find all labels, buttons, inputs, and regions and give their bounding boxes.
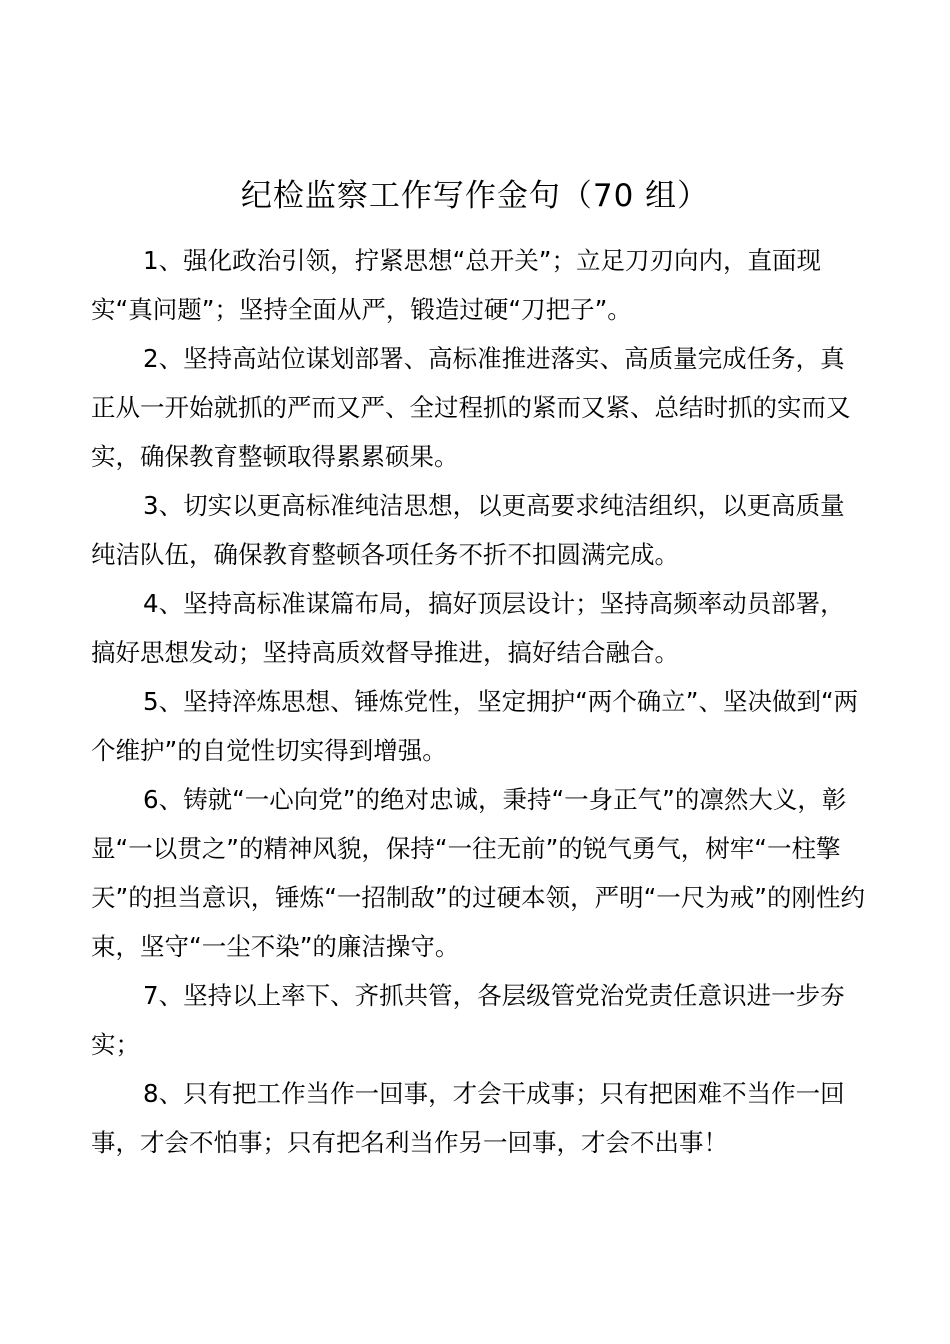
paragraph-7: 7、坚持以上率下、齐抓共管，各层级管党治党责任意识进一步夯实；	[91, 981, 845, 1059]
paragraph-5: 5、坚持淬炼思想、锤炼党性，坚定拥护“两个确立”、坚决做到“两个维护”的自觉性切实得到增强。	[91, 687, 859, 765]
paragraph-3: 3、切实以更高标准纯洁思想，以更高要求纯洁组织，以更高质量纯洁队伍，确保教育整顿各项任务不折不扣圆满完成。	[91, 491, 845, 569]
document-title: 纪检监察工作写作金句（70 组）	[240, 178, 710, 214]
paragraph-8: 8、只有把工作当作一回事，才会干成事；只有把困难不当作一回事，才会不怕事；只有把名利当作另一回事，才会不出事！	[91, 1079, 845, 1157]
paragraph-1: 1、强化政治引领，拧紧思想“总开关”；立足刀刃向内，直面现实“真问题”；坚持全面从严，锻造过硬“刀把子”。	[91, 246, 821, 324]
paragraph-6: 6、铸就“一心向党”的绝对忠诚，秉持“一身正气”的凛然大义，彰显“一以贯之”的精神风貌，保持“一往无前”的锐气勇气，树牢“一柱擎天”的担当意识，锤炼“一招制敌”的过硬本领，严明“一尺为戒”的刚性约束，坚守“一尘不染”的廉洁操守。	[91, 785, 865, 961]
document-body	[91, 236, 869, 1167]
paragraph-2: 2、坚持高站位谋划部署、高标准推进落实、高质量完成任务，真正从一开始就抓的严而又严、全过程抓的紧而又紧、总结时抓的实而又实，确保教育整顿取得累累硕果。	[91, 344, 851, 471]
paragraph-4: 4、坚持高标准谋篇布局，搞好顶层设计；坚持高频率动员部署，搞好思想发动；坚持高质效督导推进，搞好结合融合。	[91, 589, 845, 667]
